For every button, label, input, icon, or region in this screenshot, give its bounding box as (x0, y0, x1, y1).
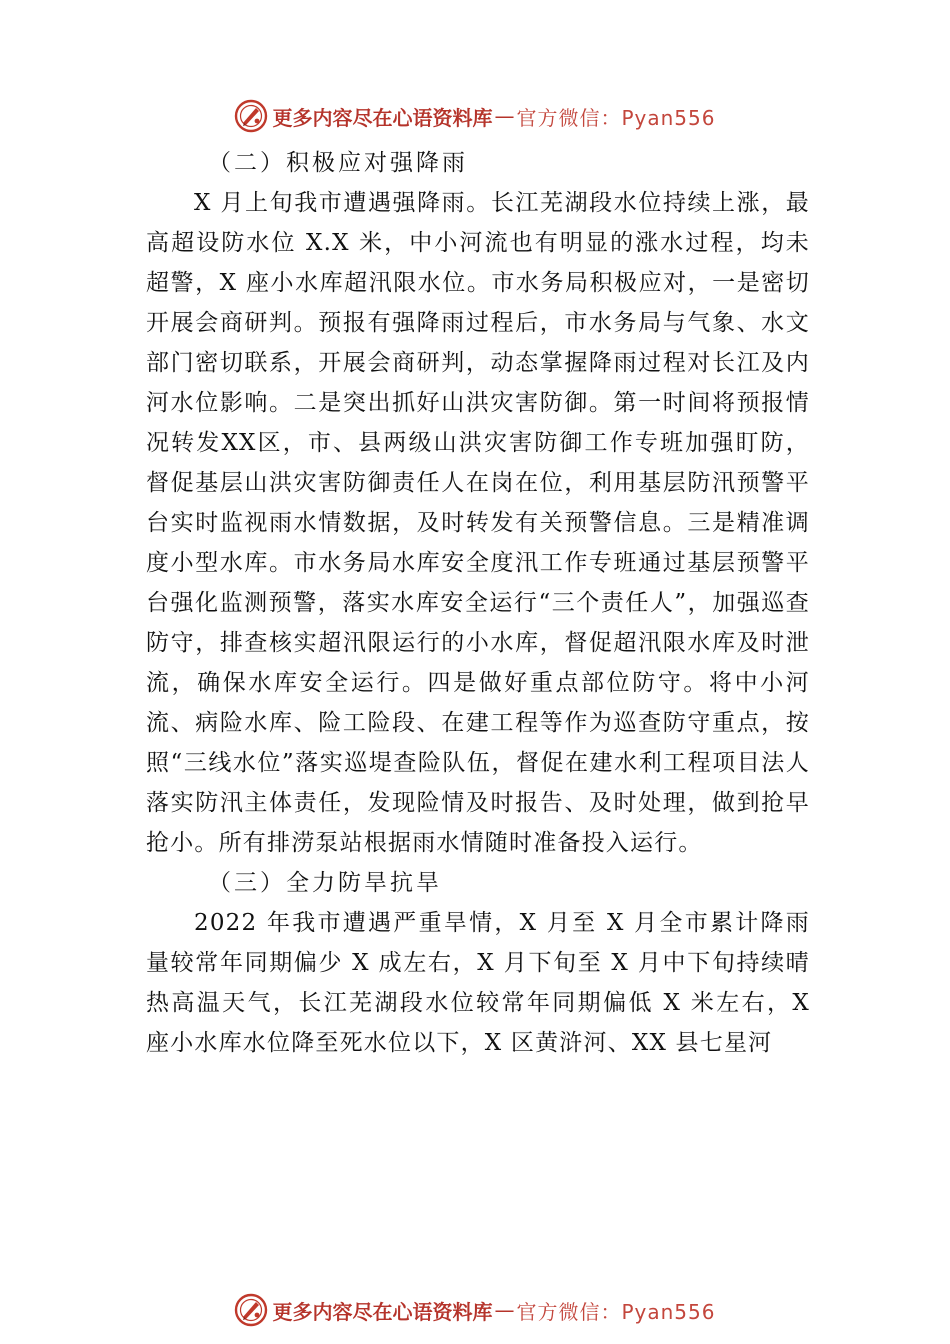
section-heading-2: （二）积极应对强降雨 (208, 150, 468, 176)
section-paragraph-3: 2022 年我市遭遇严重旱情，X 月至 X 月全市累计降雨量较常年同期偏少 X 成左右，X 月下旬至 X 月中下旬持续晴热高温天气，长江芜湖段水位较常年同期偏低 X 米左右，X 座小水库水位降至死水位以下，X 区黄浒河、XX 县七星河 (146, 910, 810, 1056)
banner-brand-text: 更多内容尽在心语资料库 (272, 1299, 493, 1324)
banner-contact-text: 官方微信：Pyan556 (516, 1299, 716, 1324)
banner-separator: — (494, 104, 515, 128)
document-body (146, 143, 810, 1063)
section-heading-3: （三）全力防旱抗旱 (208, 870, 442, 896)
banner-contact-text: 官方微信：Pyan556 (516, 105, 716, 130)
section-paragraph-2: X 月上旬我市遭遇强降雨。长江芜湖段水位持续上涨，最高超设防水位 X.X 米，中小河流也有明显的涨水过程，均未超警，X 座小水库超汛限水位。市水务局积极应对，一是密切开展会商研判。预报有强降雨过程后，市水务局与气象、水文部门密切联系，开展会商研判，动态掌握降雨过程对长江及内河水位影响。二是突出抓好山洪灾害防御。第一时间将预报情况转发XX区，市、县两级山洪灾害防御工作专班加强盯防，督促基层山洪灾害防御责任人在岗在位，利用基层防汛预警平台实时监视雨水情数据，及时转发有关预警信息。三是精准调度小型水库。市水务局水库安全度汛工作专班通过基层预警平台强化监测预警，落实水库安全运行“三个责任人”，加强巡查防守，排查核实超汛限运行的小水库，督促超汛限水库及时泄流，确保水库安全运行。四是做好重点部位防守。将中小河流、病险水库、险工险段、在建工程等作为巡查防守重点，按照“三线水位”落实巡堤查险队伍，督促在建水利工程项目法人落实防汛主体责任，发现险情及时报告、及时处理，做到抢早抢小。所有排涝泵站根据雨水情随时准备投入运行。 (146, 190, 810, 856)
header-watermark-banner (0, 96, 950, 136)
banner-separator: — (494, 1298, 515, 1322)
seal-logo-icon (234, 99, 268, 133)
banner-brand-text: 更多内容尽在心语资料库 (272, 105, 493, 130)
seal-logo-icon (234, 1293, 268, 1327)
footer-watermark-banner (0, 1290, 950, 1330)
